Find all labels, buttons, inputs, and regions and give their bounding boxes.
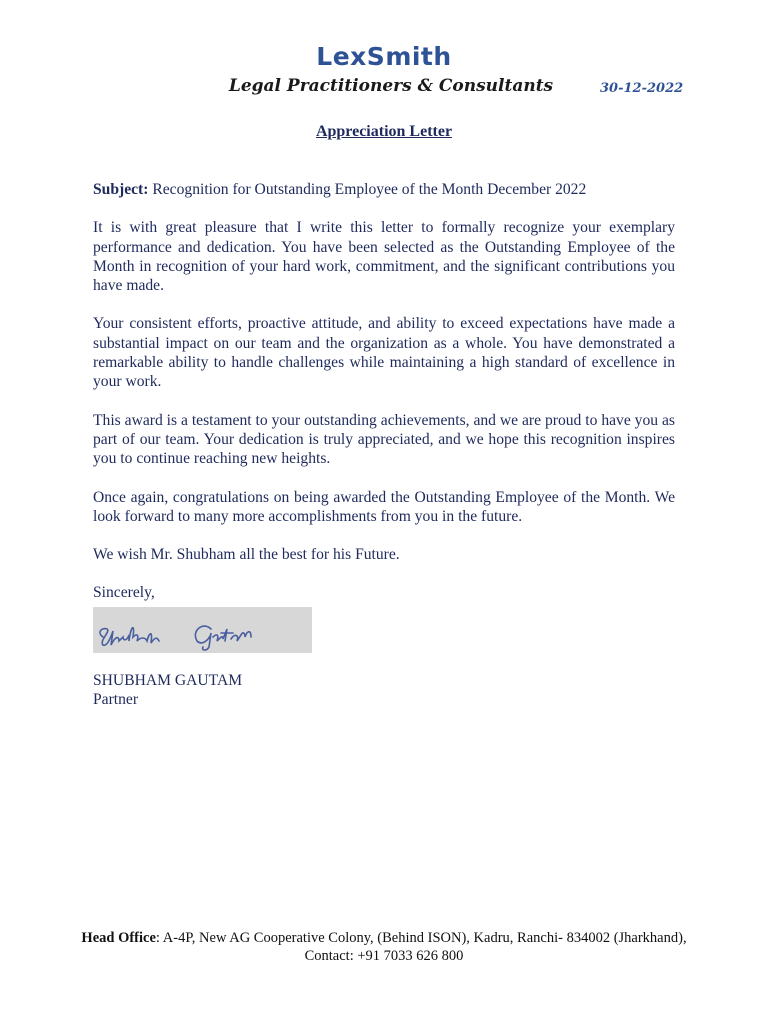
paragraph-5: We wish Mr. Shubham all the best for his Future.	[93, 546, 400, 564]
signer-name: SHUBHAM GAUTAM	[93, 671, 243, 689]
signature-image	[93, 607, 312, 653]
footer-address	[70, 929, 698, 965]
subject-label: Subject:	[93, 181, 149, 198]
letter-body	[93, 180, 675, 709]
paragraph-3: This award is a testament to your outstanding achievements, and we are proud to have you as part of our team. Your dedication is truly appreciated, and we hope this recognition inspires you to continue reaching new heights.	[93, 411, 675, 468]
paragraph-2: Your consistent efforts, proactive attitude, and ability to exceed expectations have made a substantial impact on our team and the organization as a whole. You have demonstrated a remarkable ability to handle challenges while maintaining a high standard of excellence in your work.	[93, 315, 675, 391]
company-logo-text: LexSmith	[316, 42, 452, 71]
letter-title: Appreciation Letter	[315, 123, 453, 140]
signer-title: Partner	[93, 690, 139, 708]
footer-label: Head Office	[81, 930, 156, 946]
signer-block	[93, 671, 675, 709]
handwritten-signature-icon	[93, 607, 312, 653]
company-tagline: Legal Practitioners & Consultants	[228, 76, 554, 96]
paragraph-1: It is with great pleasure that I write this letter to formally recognize your exemplary performance and dedication. You have been selected as the Outstanding Employee of the Month in recognition of your hard work, commitment, and the significant contributions you have made.	[93, 219, 675, 295]
letter-date: 30-12-2022	[600, 81, 684, 96]
paragraph-4: Once again, congratulations on being awarded the Outstanding Employee of the Month. We look forward to many more accomplishments from you in the future.	[93, 488, 675, 525]
subject-text: Recognition for Outstanding Employee of the Month December 2022	[148, 181, 587, 198]
footer-address-text: : A-4P, New AG Cooperative Colony, (Behind ISON), Kadru, Ranchi- 834002 (Jharkhand), Contact: +91 7033 626 800	[155, 930, 687, 964]
closing: Sincerely,	[93, 584, 155, 602]
subject-line	[93, 180, 675, 199]
